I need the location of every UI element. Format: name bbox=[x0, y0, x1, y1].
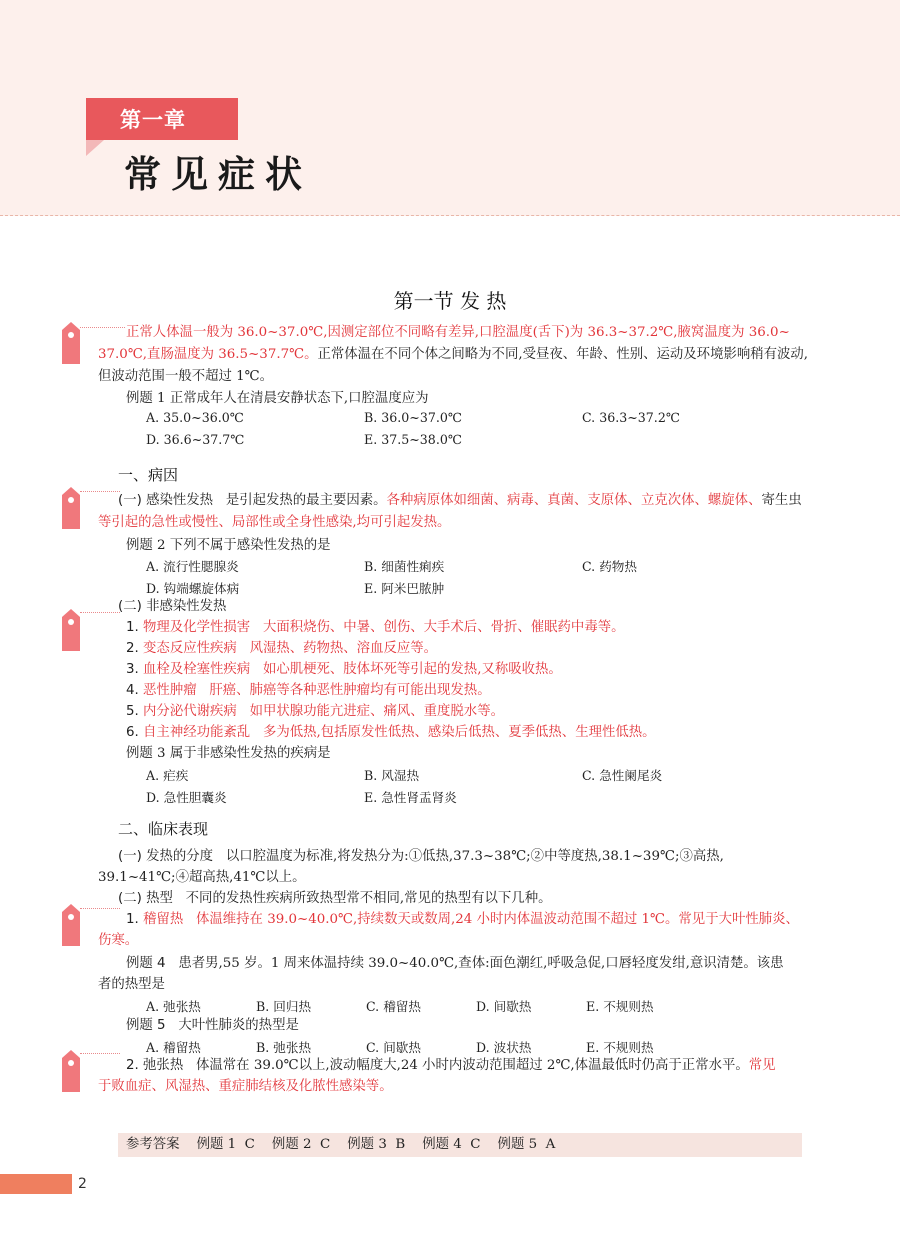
infectious-fever-line-1 bbox=[118, 490, 802, 512]
dotted-leader bbox=[80, 327, 125, 328]
question-3-stem: 例题 3 属于非感染性发热的疾病是 bbox=[126, 746, 331, 761]
fever-grade-title: (一) 发热的分度 bbox=[118, 849, 214, 864]
fever-type-2-name: 弛张热 bbox=[143, 1058, 184, 1073]
item-description: 大面积烧伤、中暑、创伤、大手术后、骨折、催眠药中毒等。 bbox=[262, 620, 625, 635]
fever-types-title: (二) 热型 bbox=[118, 891, 173, 906]
question-3-option: B. 风湿热 bbox=[364, 768, 420, 783]
intro-line-3: 但波动范围一般不超过 1℃。 bbox=[98, 369, 274, 384]
intro-line-2 bbox=[98, 344, 808, 366]
fever-type-1-name: 稽留热 bbox=[143, 912, 184, 927]
fever-grade-text: 以口腔温度为标准,将发热分为:①低热,37.3~38℃;②中等度热,38.1~39℃;③高热, bbox=[225, 849, 724, 864]
noninfectious-item bbox=[126, 617, 625, 639]
noninfectious-item bbox=[126, 659, 562, 681]
bookmark-marker bbox=[62, 330, 80, 364]
infectious-fever-text-2: 寄生虫 bbox=[761, 493, 802, 508]
item-number: 4. bbox=[126, 683, 139, 698]
fever-type-2-line-2: 于败血症、风湿热、重症肺结核及化脓性感染等。 bbox=[98, 1079, 393, 1094]
chapter-tag-fold bbox=[86, 140, 104, 156]
intro-line-2-black: 正常体温在不同个体之间略为不同,受昼夜、年龄、性别、运动及环境影响稍有波动, bbox=[317, 347, 809, 362]
intro-line-2-red: 37.0℃,直肠温度为 36.5~37.7℃。 bbox=[98, 347, 318, 362]
question-4-option: A. 弛张热 bbox=[146, 999, 201, 1014]
question-4-option: B. 回归热 bbox=[256, 999, 312, 1014]
dotted-leader bbox=[80, 908, 120, 909]
question-2-option: C. 药物热 bbox=[582, 559, 637, 574]
item-name: 内分泌代谢疾病 bbox=[143, 704, 237, 719]
question-4-label: 例题 4 bbox=[126, 956, 166, 971]
item-description: 多为低热,包括原发性低热、感染后低热、夏季低热、生理性低热。 bbox=[262, 725, 656, 740]
noninfectious-item bbox=[126, 638, 437, 660]
question-5-option: A. 稽留热 bbox=[146, 1040, 201, 1055]
item-number: 6. bbox=[126, 725, 139, 740]
item-name: 血栓及栓塞性疾病 bbox=[143, 662, 251, 677]
fever-types-line bbox=[118, 888, 551, 910]
section-title: 第一节 发 热 bbox=[393, 289, 507, 313]
bookmark-marker bbox=[62, 617, 80, 651]
answer-key-text: 例题 1 C 例题 2 C 例题 3 B 例题 4 C 例题 5 A bbox=[196, 1137, 556, 1152]
question-4-stem: 患者男,55 岁。1 周来体温持续 39.0~40.0℃,查体:面色潮红,呼吸急促,口唇轻度发绀,意识清楚。该患 bbox=[178, 956, 784, 971]
answer-key-label: 参考答案 bbox=[126, 1137, 180, 1152]
question-5-option: E. 不规则热 bbox=[586, 1040, 654, 1055]
question-1-option: D. 36.6~37.7℃ bbox=[146, 432, 245, 447]
item-number: 3. bbox=[126, 662, 139, 677]
item-name: 恶性肿瘤 bbox=[143, 683, 197, 698]
page-number: 2 bbox=[78, 1176, 87, 1192]
question-1-stem: 例题 1 正常成年人在清晨安静状态下,口腔温度应为 bbox=[126, 391, 429, 406]
chapter-title: 常见症状 bbox=[124, 153, 312, 196]
question-4-option: D. 间歇热 bbox=[476, 999, 532, 1014]
fever-type-1-desc: 体温维持在 39.0~40.0℃,持续数天或数周,24 小时内体温波动范围不超过 1℃。常见于大叶性肺炎、 bbox=[196, 912, 799, 927]
infectious-fever-line-2: 等引起的急性或慢性、局部性或全身性感染,均可引起发热。 bbox=[98, 515, 451, 530]
item-number: 2. bbox=[126, 1058, 139, 1073]
question-2-stem: 例题 2 下列不属于感染性发热的是 bbox=[126, 538, 331, 553]
question-2-option: B. 细菌性痢疾 bbox=[364, 559, 445, 574]
dotted-leader bbox=[80, 1053, 120, 1054]
fever-type-2-desc: 体温常在 39.0℃以上,波动幅度大,24 小时内波动范围超过 2℃,体温最低时仍高于正常水平。 bbox=[196, 1058, 749, 1073]
answer-key bbox=[126, 1134, 555, 1156]
question-3-option: D. 急性胆囊炎 bbox=[146, 790, 227, 805]
question-1-option: A. 35.0~36.0℃ bbox=[146, 410, 244, 425]
item-description: 如甲状腺功能亢进症、痛风、重度脱水等。 bbox=[249, 704, 504, 719]
item-description: 肝癌、肺癌等各种恶性肿瘤均有可能出现发热。 bbox=[209, 683, 491, 698]
intro-line-1: 正常人体温一般为 36.0~37.0℃,因测定部位不同略有差异,口腔温度(舌下)为 36.3~37.2℃,腋窝温度为 36.0~ bbox=[126, 325, 790, 340]
question-5-line bbox=[126, 1015, 299, 1037]
question-5-option: B. 弛张热 bbox=[256, 1040, 312, 1055]
question-2-option: E. 阿米巴脓肿 bbox=[364, 581, 445, 596]
question-5-stem: 大叶性肺炎的热型是 bbox=[178, 1018, 299, 1033]
question-4-line-2: 者的热型是 bbox=[98, 977, 165, 992]
question-2-option: D. 钩端螺旋体病 bbox=[146, 581, 240, 596]
item-number: 5. bbox=[126, 704, 139, 719]
question-1-option: C. 36.3~37.2℃ bbox=[582, 410, 680, 425]
bookmark-marker bbox=[62, 495, 80, 529]
chapter-label: 第一章 bbox=[120, 108, 186, 132]
noninfectious-item bbox=[126, 701, 504, 723]
noninfectious-item bbox=[126, 722, 656, 744]
heading-etiology: 一、病因 bbox=[118, 466, 179, 484]
item-name: 变态反应性疾病 bbox=[143, 641, 237, 656]
noninfectious-item bbox=[126, 680, 491, 702]
bookmark-marker bbox=[62, 912, 80, 946]
question-5-label: 例题 5 bbox=[126, 1018, 166, 1033]
fever-type-1-line-1 bbox=[126, 909, 799, 931]
fever-type-2-line-1 bbox=[126, 1055, 776, 1077]
question-1-option: E. 37.5~38.0℃ bbox=[364, 432, 462, 447]
infectious-fever-title: (一) 感染性发热 bbox=[118, 493, 214, 508]
noninfectious-fever-title: (二) 非感染性发热 bbox=[118, 599, 227, 614]
item-number: 1. bbox=[126, 620, 139, 635]
question-4-option: E. 不规则热 bbox=[586, 999, 654, 1014]
question-3-option: C. 急性阑尾炎 bbox=[582, 768, 663, 783]
bookmark-marker bbox=[62, 1058, 80, 1092]
fever-types-text: 不同的发热性疾病所致热型常不相同,常见的热型有以下几种。 bbox=[185, 891, 552, 906]
question-1-option: B. 36.0~37.0℃ bbox=[364, 410, 462, 425]
fever-grade-line-2: 39.1~41℃;④超高热,41℃以上。 bbox=[98, 870, 306, 885]
question-4-line-1 bbox=[126, 953, 784, 975]
dotted-leader bbox=[80, 491, 120, 492]
heading-clinical-manifestations: 二、临床表现 bbox=[118, 820, 209, 838]
item-description: 如心肌梗死、肢体坏死等引起的发热,又称吸收热。 bbox=[262, 662, 562, 677]
question-3-option: A. 疟疾 bbox=[146, 768, 189, 783]
question-5-option: C. 间歇热 bbox=[366, 1040, 421, 1055]
question-5-option: D. 波状热 bbox=[476, 1040, 532, 1055]
item-name: 物理及化学性损害 bbox=[143, 620, 251, 635]
infectious-fever-red-1: 各种病原体如细菌、病毒、真菌、支原体、立克次体、螺旋体、 bbox=[386, 493, 762, 508]
infectious-fever-text: 是引起发热的最主要因素。 bbox=[225, 493, 387, 508]
item-description: 风湿热、药物热、溶血反应等。 bbox=[249, 641, 438, 656]
question-3-option: E. 急性肾盂肾炎 bbox=[364, 790, 457, 805]
dotted-leader bbox=[80, 612, 120, 613]
item-number: 2. bbox=[126, 641, 139, 656]
fever-type-2-red: 常见 bbox=[748, 1058, 776, 1073]
item-name: 自主神经功能紊乱 bbox=[143, 725, 251, 740]
fever-grade-line-1 bbox=[118, 846, 724, 868]
page-number-bar bbox=[0, 1174, 72, 1194]
item-number: 1. bbox=[126, 912, 139, 927]
question-4-option: C. 稽留热 bbox=[366, 999, 421, 1014]
fever-type-1-line-2: 伤寒。 bbox=[98, 933, 139, 948]
question-2-option: A. 流行性腮腺炎 bbox=[146, 559, 239, 574]
